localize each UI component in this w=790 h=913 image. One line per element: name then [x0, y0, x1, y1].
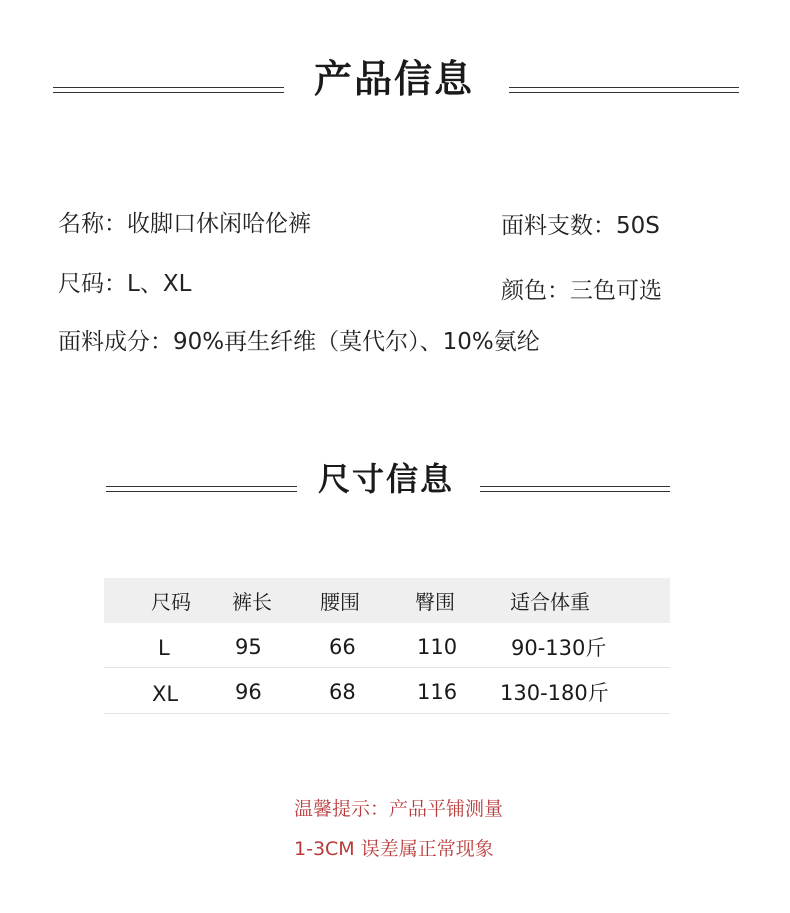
product-colors: 颜色：三色可选 [501, 278, 662, 304]
table-cell: 68 [329, 680, 356, 704]
title-rule-left [53, 87, 284, 93]
measurement-note-line2: 1-3CM 误差属正常现象 [294, 838, 494, 860]
product-name: 名称：收脚口休闲哈伦裤 [58, 211, 311, 237]
fabric-composition: 面料成分：90%再生纤维（莫代尔）、10%氨纶 [58, 329, 540, 355]
product-sizes: 尺码：L、XL [58, 271, 192, 297]
title-rule-right [509, 87, 739, 93]
table-header-weight: 适合体重 [510, 590, 590, 614]
table-cell: XL [152, 682, 179, 706]
table-cell: 66 [329, 635, 356, 659]
fabric-count: 面料支数：50S [501, 213, 660, 239]
size-title-rule-right [480, 486, 670, 492]
table-header-hip: 臀围 [415, 590, 455, 614]
table-row-divider [104, 667, 670, 668]
size-section-title: 尺寸信息 [318, 460, 455, 498]
table-cell: L [158, 636, 170, 660]
table-cell: 110 [417, 635, 458, 659]
product-section-title: 产品信息 [314, 57, 475, 101]
table-header-size: 尺码 [151, 590, 191, 614]
measurement-note-line1: 温馨提示：产品平铺测量 [294, 798, 504, 820]
table-cell: 90-130斤 [511, 636, 607, 660]
table-cell: 96 [235, 680, 262, 704]
table-row-divider [104, 713, 670, 714]
table-cell: 95 [235, 635, 262, 659]
table-header-length: 裤长 [232, 590, 272, 614]
table-header-waist: 腰围 [320, 590, 360, 614]
size-title-rule-left [106, 486, 297, 492]
table-cell: 116 [417, 680, 458, 704]
table-cell: 130-180斤 [500, 681, 609, 705]
